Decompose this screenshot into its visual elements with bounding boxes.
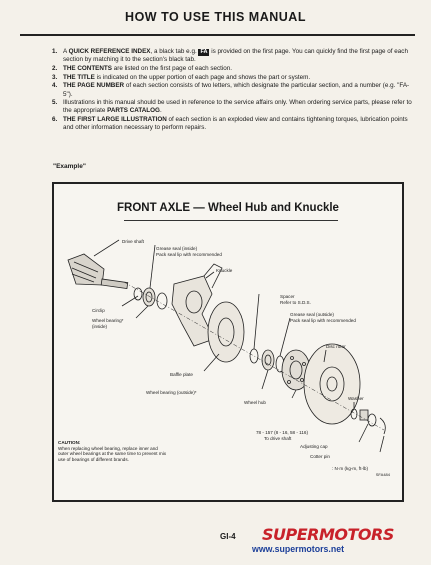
drive-shaft-drawing [68, 254, 128, 289]
label-spacer: Spacer [280, 294, 295, 299]
instruction-text-segment: is provided on the first page. You can quickly find the first page of each section by matching it to the section's black tab. [63, 48, 408, 64]
section-tab-example: FA [200, 49, 208, 55]
disc-rotor-drawing [304, 344, 360, 424]
label-wheel-hub: Wheel hub [244, 400, 266, 405]
cotter-pin-drawing [380, 418, 385, 434]
label-torque-target: To drive shaft [264, 436, 292, 441]
instruction-text-segment: THE TITLE [63, 73, 95, 81]
figure-code: SFA484 [375, 472, 390, 477]
supermotors-watermark[interactable] [252, 525, 427, 559]
label-baffle-plate: Baffle plate [170, 372, 193, 377]
instruction-number: 1. [52, 48, 58, 55]
instruction-text [63, 74, 417, 82]
instruction-item [52, 99, 417, 115]
title-rule [20, 34, 415, 36]
label-pack-seal-lip-1: Pack seal lip with recommended [156, 252, 222, 257]
instruction-number: 6. [52, 116, 58, 124]
instruction-text [63, 65, 417, 73]
instruction-item [52, 65, 417, 73]
instruction-list [52, 48, 417, 133]
instruction-text [63, 99, 417, 115]
instruction-item [52, 74, 417, 82]
instruction-text-segment: , a black tab e.g. [150, 48, 199, 55]
instruction-item [52, 48, 417, 64]
outer-bearing-drawing [262, 350, 274, 370]
label-grease-seal-outside: Grease seal (outside) [290, 312, 334, 317]
example-label: "Example" [53, 163, 86, 170]
instruction-text [63, 48, 417, 64]
instruction-item [52, 82, 417, 98]
instruction-text [63, 116, 417, 132]
page-title: HOW TO USE THIS MANUAL [125, 10, 306, 24]
baffle-plate-drawing [208, 302, 244, 362]
instruction-text-segment: THE FIRST LARGE ILLUSTRATION [63, 116, 167, 124]
label-circlip: Circlip [92, 308, 105, 313]
label-cotter-pin: Cotter pin [310, 454, 330, 459]
figure-title: FRONT AXLE — Wheel Hub and Knuckle [117, 202, 339, 214]
instruction-text-segment: Illustrations in this manual should be used in reference to the service affairs only. When ordering service parts, please refer to the appropriate [63, 99, 412, 115]
label-wheel-bearing-outside: Wheel bearing (outside)* [146, 390, 197, 395]
instruction-text-segment: . [159, 107, 162, 115]
instruction-text-segment: of each section consists of two letters, which designate the particular section, and a number (e.g. "FA-5"). [63, 82, 410, 98]
label-adjusting-cap: Adjusting cap [300, 444, 328, 449]
instruction-text-segment: of each section is an exploded view and contains tightening torques, lubrication points and other information necessary to perform repairs. [63, 116, 408, 132]
label-wheel-bearing-inside-2: (inside) [92, 324, 108, 329]
instruction-text-segment: THE PAGE NUMBER [63, 82, 125, 90]
instruction-number: 2. [52, 64, 58, 72]
watermark-url[interactable]: www.supermotors.net [252, 544, 345, 554]
caution-heading: CAUTION: [58, 440, 81, 445]
caution-text: When replacing wheel bearing, replace inner and outer wheel bearings at the same time to prevent mix use of bearings of different brands. [58, 445, 167, 462]
spacer-drawing [250, 349, 258, 363]
instruction-text-segment: is indicated on the upper portion of each page and shows the part or system. [94, 73, 311, 81]
page-number: GI-4 [220, 532, 236, 541]
instruction-text-segment: QUICK REFERENCE INDEX [68, 48, 151, 55]
instruction-number: 4. [52, 82, 58, 90]
label-knuckle: Knuckle [216, 268, 233, 273]
instruction-text-segment: are listed on the first page of each section. [111, 64, 233, 72]
instruction-text-segment: THE CONTENTS [63, 64, 112, 72]
adjusting-cap-drawing [368, 414, 376, 426]
label-drive-shaft: Drive shaft [122, 239, 144, 244]
label-refer-sds: Refer to S.D.S. [280, 300, 311, 305]
example-figure-frame [52, 182, 404, 502]
caution-note [58, 440, 168, 462]
instruction-number: 5. [52, 99, 58, 107]
inner-bearing-drawing [143, 288, 155, 306]
inner-seal-drawing [157, 293, 167, 309]
label-wheel-bearing-inside: Wheel bearing* [92, 318, 124, 323]
watermark-brand: SUPERMOTORS [262, 525, 394, 544]
label-pack-seal-lip-2: Pack seal lip with recommended [290, 318, 356, 323]
knuckle-drawing [172, 276, 214, 346]
label-torque-units: : N·m (kg-m, ft-lb) [332, 466, 368, 471]
instruction-text-segment: PARTS CATALOG [107, 107, 160, 115]
label-torque-values: 78 - 157 (8 - 16, 58 - 116) [256, 430, 309, 435]
label-grease-seal-inside: Grease seal (inside) [156, 246, 198, 251]
instruction-item [52, 116, 417, 132]
label-disc-rotor: Disc rotor [326, 344, 346, 349]
instruction-text [63, 82, 417, 98]
instruction-number: 3. [52, 73, 58, 81]
instruction-text-segment: A [63, 48, 69, 55]
label-washer: Washer [348, 396, 364, 401]
